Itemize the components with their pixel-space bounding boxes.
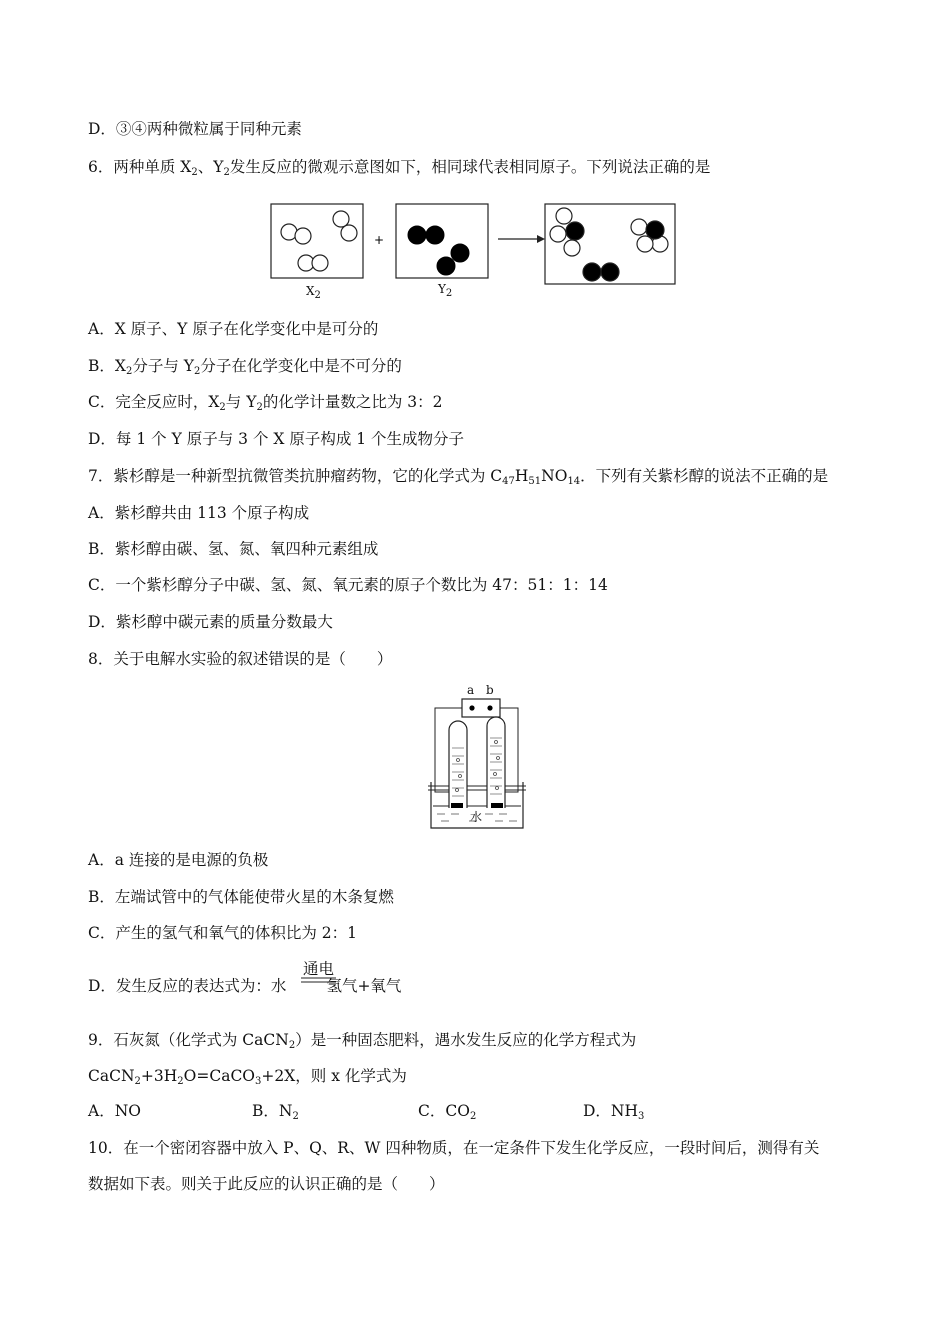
y2-label: $Y_2$ [438, 282, 453, 299]
y-atom [646, 221, 664, 239]
q5-option-d: D．③④两种微粒属于同种元素 [88, 120, 302, 138]
y-atom [601, 263, 619, 281]
q8-option-a: A．a 连接的是电源的负极 [88, 851, 269, 869]
equals-arrow [300, 976, 338, 984]
q8-option-b: B．左端试管中的气体能使带火星的木条复燃 [88, 888, 394, 906]
q7-stem: 7．紫杉醇是一种新型抗微管类抗肿瘤药物，它的化学式为 $C_{47}H_{51}NO_{14}$．下列有关紫杉醇的说法不正确的是 [88, 467, 829, 487]
q8-option-c: C．产生的氢气和氧气的体积比为 2：1 [88, 924, 358, 942]
y-atom [451, 244, 469, 262]
q9-option-a: A．NO [88, 1102, 141, 1120]
q9-stem: 9．石灰氮（化学式为 CaCN$_2$）是一种固态肥料，遇水发生反应的化学方程式为 [88, 1031, 637, 1051]
q6-reaction-diagram [265, 200, 685, 300]
x-atom [341, 225, 357, 241]
q7-option-b: B．紫杉醇由碳、氢、氮、氧四种元素组成 [88, 540, 379, 558]
x-atom [556, 208, 572, 224]
q7-option-a: A．紫杉醇共由 113 个原子构成 [88, 504, 310, 522]
water-label: 水 [470, 810, 483, 824]
x-atom [564, 240, 580, 256]
q7-option-c: C．一个紫杉醇分子中碳、氢、氮、氧元素的原子个数比为 47：51：1：14 [88, 576, 608, 594]
electrode-left [451, 803, 463, 808]
y-atom [583, 263, 601, 281]
q10-stem-line2: 数据如下表。则关于此反应的认识正确的是（ ） [88, 1175, 445, 1193]
left-tube [449, 721, 467, 808]
q6-option-b: B．$X_2$分子与 $Y_2$分子在化学变化中是不可分的 [88, 357, 402, 377]
x-atom [333, 211, 349, 227]
q10-stem-line1: 10．在一个密闭容器中放入 P、Q、R、W 四种物质，在一定条件下发生化学反应，一段时间后，测得有关 [88, 1139, 820, 1157]
reaction-condition: 通电 [303, 960, 335, 978]
terminal-b-label: b [486, 683, 494, 697]
q9-option-d: D．$NH_3$ [583, 1102, 645, 1122]
electrode-right [491, 803, 503, 808]
y-atom [426, 226, 444, 244]
q9-option-c: C．$CO_2$ [418, 1102, 477, 1122]
x-atom [312, 255, 328, 271]
q7-option-d: D．紫杉醇中碳元素的质量分数最大 [88, 613, 333, 631]
q8-stem: 8．关于电解水实验的叙述错误的是（ ） [88, 650, 393, 668]
terminal-a [469, 705, 474, 710]
y-atom [408, 226, 426, 244]
q8-option-d: D．发生反应的表达式为：水 氢气+氧气 [88, 977, 402, 995]
x2-label: $X_2$ [306, 284, 321, 301]
q6-option-c: C．完全反应时，$X_2$与 $Y_2$的化学计量数之比为 3：2 [88, 393, 443, 413]
q6-option-a: A．X 原子、Y 原子在化学变化中是可分的 [88, 320, 379, 338]
power-source [462, 699, 500, 717]
q9-equation: $CaCN_2+3H_2O=CaCO_3+2X$，则 x 化学式为 [88, 1067, 407, 1087]
terminal-b [487, 705, 492, 710]
terminal-a-label: a [467, 683, 475, 697]
y-atom [437, 257, 455, 275]
q6-option-d: D．每 1 个 Y 原子与 3 个 X 原子构成 1 个生成物分子 [88, 430, 465, 448]
y-atom [566, 222, 584, 240]
x-atom [295, 228, 311, 244]
x-atom [631, 219, 647, 235]
q9-option-b: B．$N_2$ [252, 1102, 299, 1122]
plus-sign: + [374, 233, 385, 247]
x-atom [550, 226, 566, 242]
q6-stem: 6．两种单质 $X_2$、$Y_2$发生反应的微观示意图如下，相同球代表相同原子。下列说法正确的是 [88, 158, 711, 178]
